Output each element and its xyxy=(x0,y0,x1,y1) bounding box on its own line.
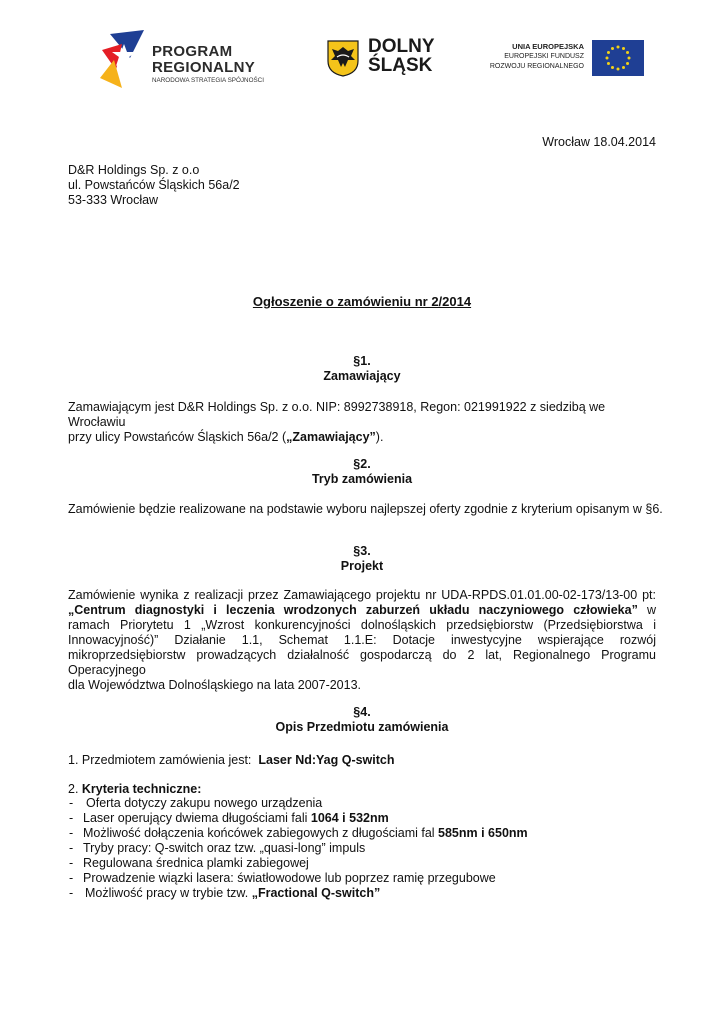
criteria-item xyxy=(68,886,668,901)
criteria-item xyxy=(68,841,668,856)
s1-line2-end: ). xyxy=(375,430,384,444)
section-3-line-2 xyxy=(68,603,656,618)
section-3-heading: Projekt xyxy=(340,559,384,573)
eu-star-icon xyxy=(622,66,625,69)
section-1-heading: Zamawiający xyxy=(323,369,401,383)
item-1-value: Laser Nd:Yag Q-switch xyxy=(258,753,395,767)
dolny-logo-line1: DOLNY xyxy=(368,36,435,57)
eu-star-icon xyxy=(617,68,620,71)
criterion-4: Tryby pracy: Q-switch oraz tzw. „quasi-long” impuls xyxy=(83,841,366,855)
ue-logo xyxy=(480,40,650,80)
item-2-heading: Kryteria techniczne: xyxy=(81,782,202,796)
criteria-item xyxy=(68,811,668,826)
section-3-line-4: Innowacyjność)” Działanie 1.1, Schemat 1.1.E: Dotacje inwestycyjne wspierające rozwój xyxy=(68,633,656,647)
program-logo-line3: NARODOWA STRATEGIA SPÓJNOŚCI xyxy=(152,77,264,84)
program-regionalny-logo xyxy=(100,30,300,92)
criterion-2-bold: 1064 i 532nm xyxy=(310,811,389,825)
criterion-7-text: Możliwość pracy w trybie tzw. xyxy=(85,886,252,900)
section-3-line-1: Zamówienie wynika z realizacji przez Zamawiającego projektu nr UDA-RPDS.01.01.00-02-173/13-00 pt: xyxy=(68,588,656,602)
ue-logo-line2: EUROPEJSKI FUNDUSZ xyxy=(504,53,584,60)
criteria-item xyxy=(68,856,668,871)
project-title-bold: „Centrum diagnostyki i leczenia wrodzonych zaburzeń układu naczyniowego człowieka” xyxy=(68,603,638,617)
program-regionalny-emblem xyxy=(100,30,148,90)
dash-bullet: - xyxy=(69,811,74,825)
criterion-3-text: Możliwość dołączenia końcówek zabiegowych z długościami fal xyxy=(83,826,439,840)
criterion-5: Regulowana średnica plamki zabiegowej xyxy=(83,856,309,870)
s1-line2-text: przy ulicy Powstańców Śląskich 56a/2 ( xyxy=(68,430,287,444)
dash-bullet: - xyxy=(69,796,74,810)
eu-star-icon xyxy=(617,46,620,49)
eu-star-icon xyxy=(626,51,629,54)
item-2-number: 2. xyxy=(68,782,82,796)
section-4-item-2 xyxy=(68,782,201,797)
criterion-7-bold: „Fractional Q-switch” xyxy=(251,886,381,900)
section-1-body xyxy=(68,400,656,445)
criterion-3-bold: 585nm i 650nm xyxy=(438,826,528,840)
dash-bullet: - xyxy=(69,826,74,840)
s3-line2-end: w xyxy=(637,603,657,617)
recipient-address xyxy=(68,163,240,208)
document-date: Wrocław 18.04.2014 xyxy=(542,135,656,149)
eu-star-icon xyxy=(611,66,614,69)
criteria-item xyxy=(68,871,668,886)
section-4-number: §4. xyxy=(353,705,371,719)
document-title: Ogłoszenie o zamówieniu nr 2/2014 xyxy=(252,294,472,309)
section-2-number: §2. xyxy=(353,457,371,471)
section-4-heading: Opis Przedmiotu zamówienia xyxy=(275,720,449,734)
criterion-1: Oferta dotyczy zakupu nowego urządzenia xyxy=(86,796,323,810)
criteria-list xyxy=(68,796,668,901)
dolny-logo-line2: ŚLĄSK xyxy=(368,55,433,76)
criteria-item xyxy=(68,826,668,841)
dash-bullet: - xyxy=(69,841,74,855)
dolny-slask-logo xyxy=(326,37,456,79)
section-3-line-6: dla Województwa Dolnośląskiego na lata 2007-2013. xyxy=(68,678,362,692)
section-3-body xyxy=(68,588,656,693)
criterion-3 xyxy=(83,826,528,841)
item-1-label: 1. Przedmiotem zamówienia jest: xyxy=(68,753,259,767)
eu-star-icon xyxy=(628,57,631,60)
section-3-line-3: ramach Priorytetu 1 „Wzrost konkurencyjności dolnośląskich przedsiębiorstw (Przedsiębiorstwa i xyxy=(68,618,656,632)
address-line-3: 53-333 Wrocław xyxy=(68,193,159,207)
eu-star-icon xyxy=(611,47,614,50)
section-2-heading: Tryb zamówienia xyxy=(311,472,413,486)
section-1-number: §1. xyxy=(353,354,371,368)
dolny-slask-eagle-icon xyxy=(326,39,360,77)
dash-bullet: - xyxy=(69,871,74,885)
ue-logo-line3: ROZWOJU REGIONALNEGO xyxy=(489,63,584,70)
criterion-2-text: Laser operujący dwiema długościami fali xyxy=(83,811,311,825)
address-line-2: ul. Powstańców Śląskich 56a/2 xyxy=(68,178,240,192)
section-3-number: §3. xyxy=(353,544,371,558)
eu-flag-icon xyxy=(592,40,644,76)
dash-bullet: - xyxy=(69,856,74,870)
program-logo-line1: PROGRAM xyxy=(152,43,233,60)
address-line-1: D&R Holdings Sp. z o.o xyxy=(68,163,200,177)
section-1-line-1: Zamawiającym jest D&R Holdings Sp. z o.o. NIP: 8992738918, Regon: 021991922 z siedzibą we Wrocławiu xyxy=(68,400,606,429)
section-1-line-2 xyxy=(68,430,656,445)
eu-star-icon xyxy=(607,51,610,54)
section-4-item-1 xyxy=(68,753,395,768)
dash-bullet: - xyxy=(69,886,74,900)
eu-star-icon xyxy=(606,57,609,60)
eu-star-icon xyxy=(622,47,625,50)
section-3-line-5: mikroprzedsiębiorstw prowadzących działalność gospodarczą do 2 lat, Regionalnego Programu Operacyjnego xyxy=(68,648,656,677)
criterion-7 xyxy=(85,886,380,901)
program-logo-line2: REGIONALNY xyxy=(152,59,256,76)
ue-logo-line1: UNIA EUROPEJSKA xyxy=(512,42,584,51)
criterion-2 xyxy=(83,811,389,826)
criterion-6: Prowadzenie wiązki lasera: światłowodowe lub poprzez ramię przegubowe xyxy=(83,871,496,885)
eu-star-icon xyxy=(607,62,610,65)
eu-star-icon xyxy=(626,62,629,65)
s1-zamawiajacy-bold: „Zamawiający” xyxy=(286,430,376,444)
section-2-body: Zamówienie będzie realizowane na podstawie wyboru najlepszej oferty zgodnie z kryterium opisanym w §6. xyxy=(68,502,663,516)
criteria-item xyxy=(68,796,668,811)
